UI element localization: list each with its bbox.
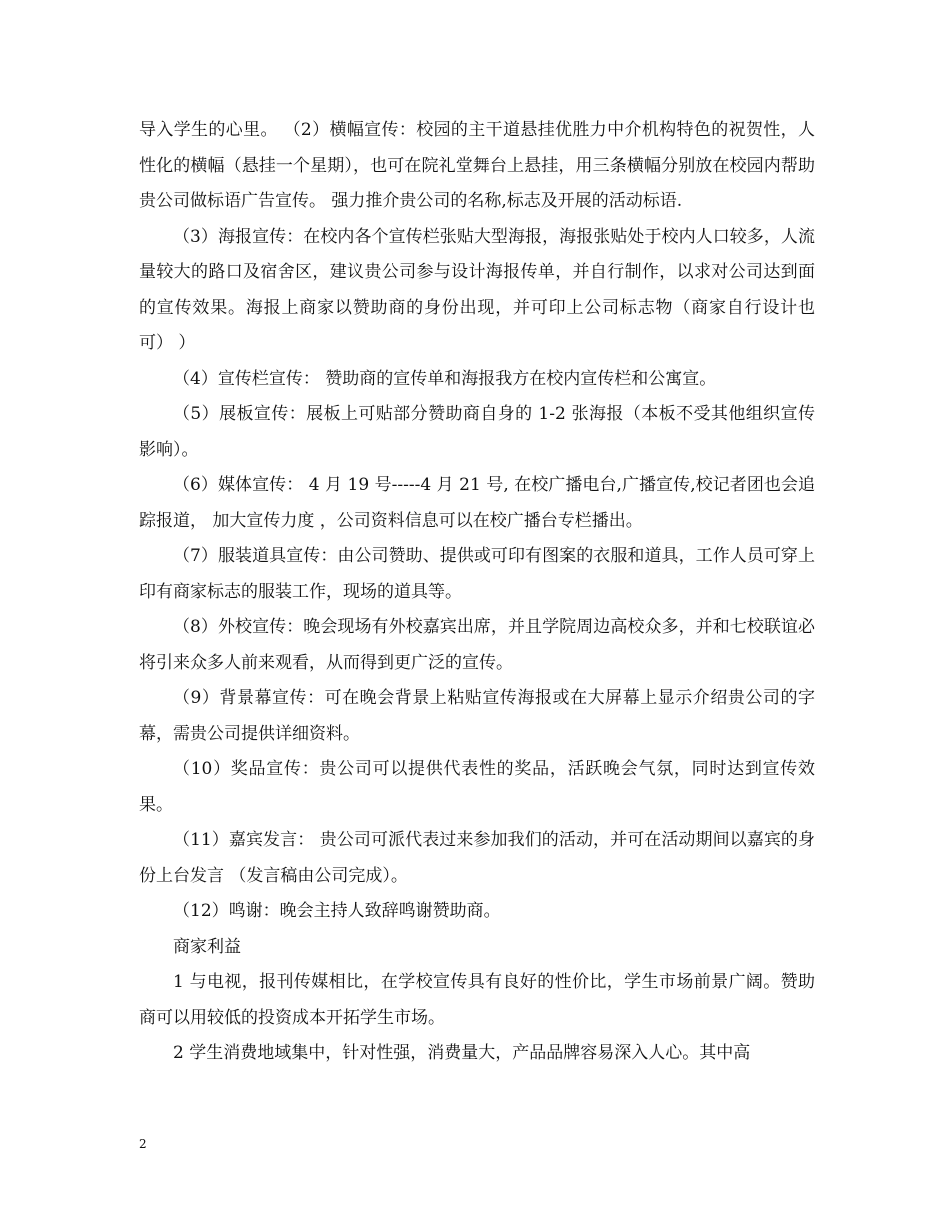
document-body [139,113,815,1072]
paragraph-guest-speech: （11）嘉宾发言： 贵公司可派代表过来参加我们的活动，并可在活动期间以嘉宾的身份上台发言 （发言稿由公司完成）。 [139,830,815,886]
paragraph-media-promotion: （6）媒体宣传： 4 月 19 号-----4 月 21 号, 在校广播电台,广播宣传,校记者团也会追踪报道， 加大宣传力度 ，公司资料信息可以在校广播台专栏播出。 [139,475,815,531]
paragraph-backdrop-promotion: （9）背景幕宣传：可在晚会背景上粘贴宣传海报或在大屏幕上显示介绍贵公司的字幕，需贵公司提供详细资料。 [139,688,815,744]
paragraph-poster-promotion: （3）海报宣传：在校内各个宣传栏张贴大型海报，海报张贴处于校内人口较多，人流量较大的路口及宿舍区，建议贵公司参与设计海报传单，并自行制作，以求对公司达到面的宣传效果。海报上商家以赞助商的身份出现，并可印上公司标志物（商家自行设计也可） ） [139,226,815,353]
paragraph-display-board-promotion: （5）展板宣传：展板上可贴部分赞助商自身的 1-2 张海报（本板不受其他组织宣传影响）。 [139,404,815,460]
paragraph-prize-promotion: （10）奖品宣传：贵公司可以提供代表性的奖品，活跃晚会气氛，同时达到宣传效果。 [139,759,815,815]
paragraph-benefit-1: 1 与电视，报刊传媒相比，在学校宣传具有良好的性价比，学生市场前景广阔。赞助商可以用较低的投资成本开拓学生市场。 [139,972,815,1028]
paragraph-bulletin-promotion: （4）宣传栏宣传： 赞助商的宣传单和海报我方在校内宣传栏和公寓宣。 [173,368,717,389]
paragraph-benefit-2: 2 学生消费地域集中，针对性强，消费量大，产品品牌容易深入人心。其中高 [173,1043,751,1063]
page-number: 2 [139,1137,147,1151]
paragraph-banner-promotion: 导入学生的心里。 （2）横幅宣传：校园的主干道悬挂优胜力中介机构特色的祝贺性，人性化的横幅（悬挂一个星期），也可在院礼堂舞台上悬挂，用三条横幅分别放在校园内帮助贵公司做标语广告宣传。 强力推介贵公司的名称,标志及开展的活动标语. [139,120,815,211]
section-heading-merchant-benefits: 商家利益 [173,936,241,957]
paragraph-costume-prop-promotion: （7）服装道具宣传：由公司赞助、提供或可印有图案的衣服和道具，工作人员可穿上印有商家标志的服装工作，现场的道具等。 [139,546,815,602]
paragraph-acknowledgement: （12）鸣谢：晚会主持人致辞鸣谢赞助商。 [173,901,501,921]
paragraph-external-school-promotion: （8）外校宣传：晚会现场有外校嘉宾出席，并且学院周边高校众多，并和七校联谊必将引来众多人前来观看，从而得到更广泛的宣传。 [139,617,815,673]
